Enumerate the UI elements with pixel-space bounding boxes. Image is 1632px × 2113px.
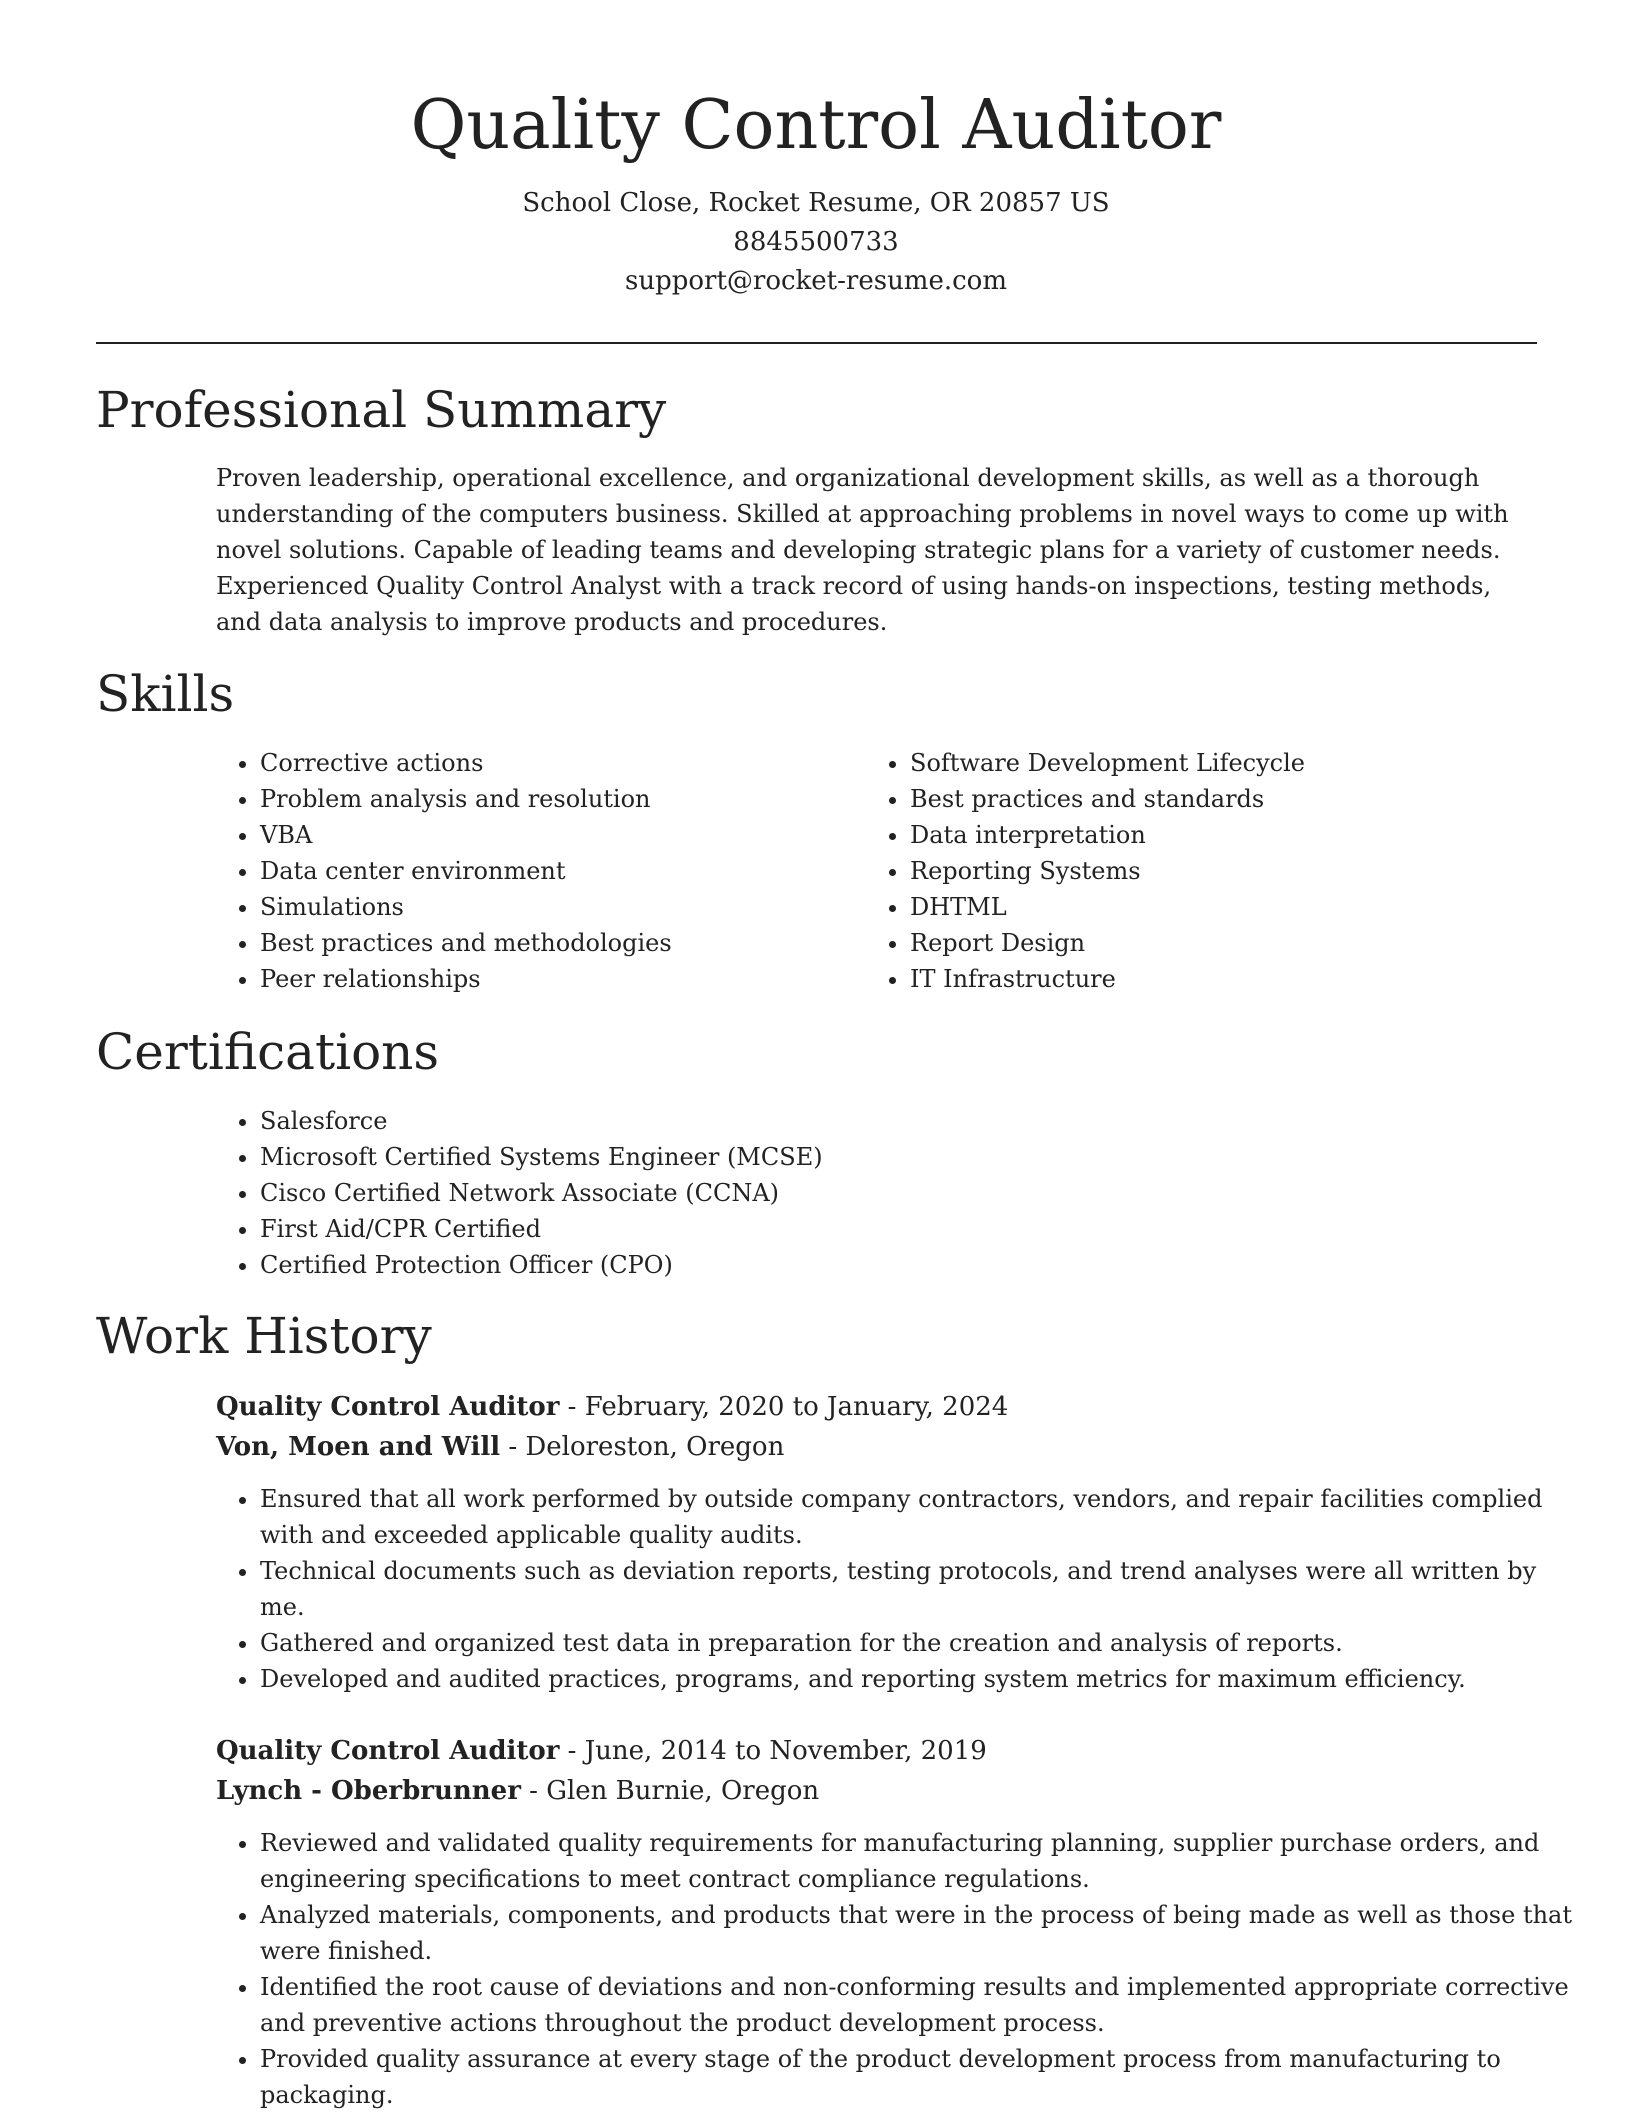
job-role: Quality Control Auditor xyxy=(216,1392,560,1422)
job-company-line xyxy=(216,1771,1536,1811)
skill-item: • Peer relationships xyxy=(260,961,860,997)
skills-list-right xyxy=(866,745,1570,997)
certification-item: • First Aid/CPR Certified xyxy=(260,1211,1580,1247)
summary-heading: Professional Summary xyxy=(96,381,667,439)
resume-header xyxy=(0,78,1632,301)
job-duty-item: • Gathered and organized test data in preparation for the creation and analysis of reports. xyxy=(260,1625,1580,1661)
skill-item: • Simulations xyxy=(260,889,860,925)
certification-item: • Salesforce xyxy=(260,1103,1580,1139)
certification-item: • Microsoft Certified Systems Engineer (MCSE) xyxy=(260,1139,1580,1175)
job-duty-item: • Provided quality assurance at every stage of the product development process from manufacturing to packaging. xyxy=(260,2041,1580,2113)
contact-email: support@rocket-resume.com xyxy=(624,266,1007,296)
job-company: Von, Moen and Will xyxy=(216,1432,501,1462)
job-duty-item: • Identified the root cause of deviations and non-conforming results and implemented appropriate corrective and preventive actions throughout the product development process. xyxy=(260,1969,1580,2041)
job-duties-list xyxy=(216,1481,1580,1697)
header-divider xyxy=(96,342,1537,344)
skill-item: • Report Design xyxy=(910,925,1570,961)
job-duties-list xyxy=(216,1825,1580,2113)
certifications-heading: Certifications xyxy=(96,1023,440,1081)
job-title-line xyxy=(216,1731,1536,1771)
skill-item: • VBA xyxy=(260,817,860,853)
skill-item: • Data interpretation xyxy=(910,817,1570,853)
certification-item: • Cisco Certified Network Associate (CCNA) xyxy=(260,1175,1580,1211)
skill-item: • Data center environment xyxy=(260,853,860,889)
skill-item: • Corrective actions xyxy=(260,745,860,781)
skill-item: • Problem analysis and resolution xyxy=(260,781,860,817)
work-history-heading: Work History xyxy=(96,1307,432,1365)
job-duty-item: • Developed and audited practices, programs, and reporting system metrics for maximum efficiency. xyxy=(260,1661,1580,1697)
job-duty-item: • Reviewed and validated quality requirements for manufacturing planning, supplier purchase orders, and engineering specifications to meet contract compliance regulations. xyxy=(260,1825,1580,1897)
job-dates: - February, 2020 to January, 2024 xyxy=(559,1392,1009,1422)
skills-heading: Skills xyxy=(96,665,235,723)
skill-item: • Reporting Systems xyxy=(910,853,1570,889)
job-location: - Glen Burnie, Oregon xyxy=(520,1776,820,1806)
certification-item: • Certified Protection Officer (CPO) xyxy=(260,1247,1580,1283)
skill-item: • DHTML xyxy=(910,889,1570,925)
job-company-line xyxy=(216,1427,1536,1467)
job-role: Quality Control Auditor xyxy=(216,1736,560,1766)
contact-block xyxy=(0,184,1632,301)
job-title-line xyxy=(216,1387,1536,1427)
job-location: - Deloreston, Oregon xyxy=(500,1432,785,1462)
skill-item: • Best practices and standards xyxy=(910,781,1570,817)
job-company: Lynch - Oberbrunner xyxy=(216,1776,521,1806)
certifications-list xyxy=(216,1103,1580,1283)
summary-text: Proven leadership, operational excellence, and organizational development skills, as well as a thorough understanding of the computers business. Skilled at approaching problems in novel ways to come up with novel solutions. Capable of leading teams and developing strategic plans for a variety of customer needs. Experienced Quality Control Analyst with a track record of using hands-on inspections, testing methods, and data analysis to improve products and procedures. xyxy=(216,464,1509,636)
skill-item: • Best practices and methodologies xyxy=(260,925,860,961)
job-duty-item: • Technical documents such as deviation reports, testing protocols, and trend analyses were all written by me. xyxy=(260,1553,1580,1625)
candidate-name: Quality Control Auditor xyxy=(410,86,1222,165)
job-duty-item: • Analyzed materials, components, and products that were in the process of being made as well as those that were finished. xyxy=(260,1897,1580,1969)
skills-list-left xyxy=(216,745,860,997)
contact-phone: 8845500733 xyxy=(733,227,899,257)
contact-address: School Close, Rocket Resume, OR 20857 US xyxy=(522,188,1110,218)
skill-item: • IT Infrastructure xyxy=(910,961,1570,997)
job-duty-item: • Ensured that all work performed by outside company contractors, vendors, and repair facilities complied with and exceeded applicable quality audits. xyxy=(260,1481,1580,1553)
skill-item: • Software Development Lifecycle xyxy=(910,745,1570,781)
job-dates: - June, 2014 to November, 2019 xyxy=(559,1736,987,1766)
